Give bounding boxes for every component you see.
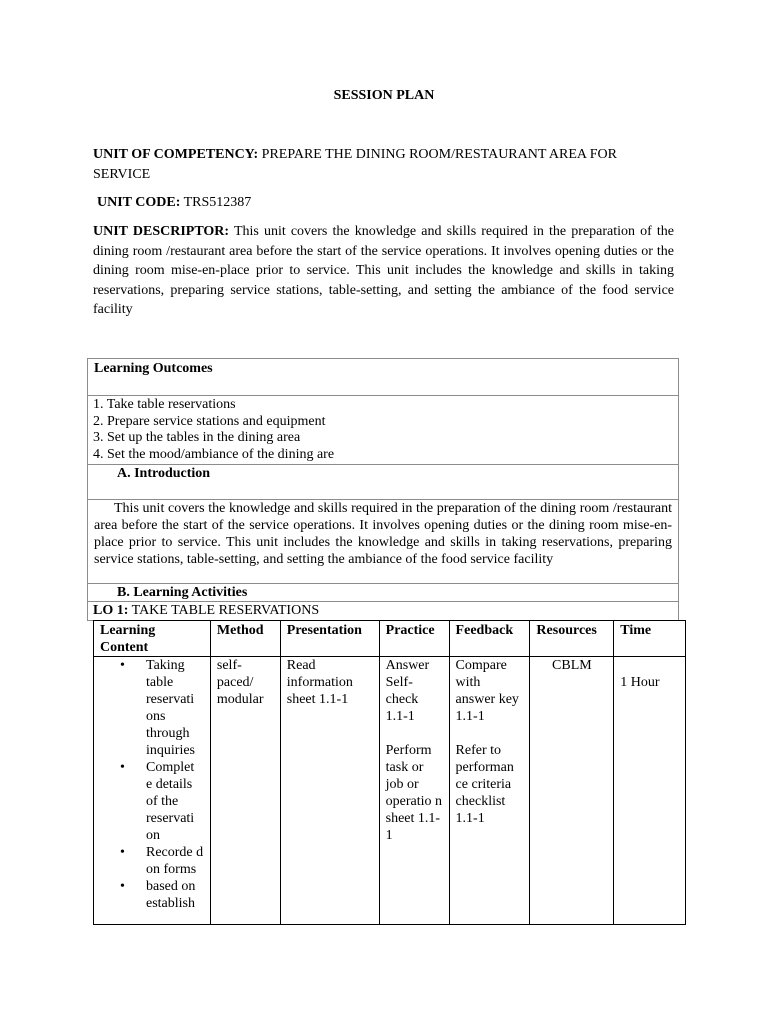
table-row (94, 657, 686, 925)
header-learning-content: Learning Content (94, 621, 211, 657)
introduction-text: This unit covers the knowledge and skills required in the preparation of the dining room /restaurant area before the start of the service operations. It involves opening duties or the dining room mise-en-place prior to service. This unit includes the knowledge and skills in taking reservations, preparing service stations, table-setting, and setting the ambiance of the food service facility (94, 501, 672, 567)
header-feedback: Feedback (449, 621, 530, 657)
content-list (100, 657, 204, 912)
unit-descriptor-value: This unit covers the knowledge and skills required in the preparation of the dining room /restaurant area before the start of the service operations. It involves opening duties or the dining room mise-en-place prior to service. This unit includes the knowledge and skills in taking reservations, preparing service stations, table-setting, and setting the ambiance of the food service facility (93, 224, 674, 317)
unit-of-competency (93, 145, 674, 184)
header-practice: Practice (379, 621, 449, 657)
list-item: • based on establish (146, 878, 204, 912)
learning-activities-table (93, 620, 686, 925)
cell-presentation (280, 657, 379, 925)
introduction-section (87, 499, 679, 584)
learning-activities-heading: B. Learning Activities (87, 583, 679, 602)
header-presentation: Presentation (280, 621, 379, 657)
learning-outcome-item: 1. Take table reservations (93, 397, 236, 412)
feedback-text-2: Refer to performan ce criteria checklist 1.1-1 (455, 743, 514, 826)
presentation-text: Read information sheet 1.1-1 (286, 658, 353, 707)
lo1-label: LO 1: (93, 603, 129, 618)
resources-text: CBLM (552, 658, 592, 673)
list-item: • Recorde d on forms (146, 844, 204, 878)
feedback-text-1: Compare with answer key 1.1-1 (455, 658, 519, 724)
header-time: Time (614, 621, 686, 657)
learning-outcomes-list (87, 395, 679, 465)
unit-code (97, 193, 678, 213)
header-resources: Resources (530, 621, 614, 657)
introduction-heading: A. Introduction (87, 464, 679, 500)
cell-learning-content (94, 657, 211, 925)
learning-outcome-item: 4. Set the mood/ambiance of the dining are (93, 446, 335, 462)
unit-code-label: UNIT CODE: (97, 195, 181, 210)
cell-method (210, 657, 280, 925)
cell-feedback (449, 657, 530, 925)
list-item: • Taking table reservati ons through inquiries (146, 657, 204, 759)
learning-outcome-item: 3. Set up the tables in the dining area (93, 430, 301, 446)
cell-practice (379, 657, 449, 925)
unit-descriptor (93, 222, 674, 320)
header-method: Method (210, 621, 280, 657)
learning-outcome-item: 2. Prepare service stations and equipment (93, 413, 326, 429)
practice-text-2: Perform task or job or operatio n sheet 1.1-1 (385, 743, 443, 843)
cell-resources (530, 657, 614, 925)
method-text: self- paced/ modular (216, 658, 264, 707)
list-item: • Complet e details of the reservati on (146, 759, 204, 844)
lo1-value: TAKE TABLE RESERVATIONS (128, 603, 320, 618)
cell-time (614, 657, 686, 925)
lo1-heading (87, 601, 679, 621)
unit-of-competency-label: UNIT OF COMPETENCY: (93, 147, 259, 162)
page-title: SESSION PLAN (333, 88, 435, 103)
unit-descriptor-label: UNIT DESCRIPTOR: (93, 224, 230, 239)
time-text: 1 Hour (620, 675, 660, 690)
learning-outcomes-heading: Learning Outcomes (87, 358, 679, 396)
table-header-row (94, 621, 686, 657)
practice-text-1: Answer Self- check 1.1-1 (385, 658, 430, 724)
unit-of-competency-value: PREPARE THE DINING ROOM/RESTAURANT AREA FOR SERVICE (93, 147, 617, 182)
unit-code-value: TRS512387 (180, 195, 252, 210)
